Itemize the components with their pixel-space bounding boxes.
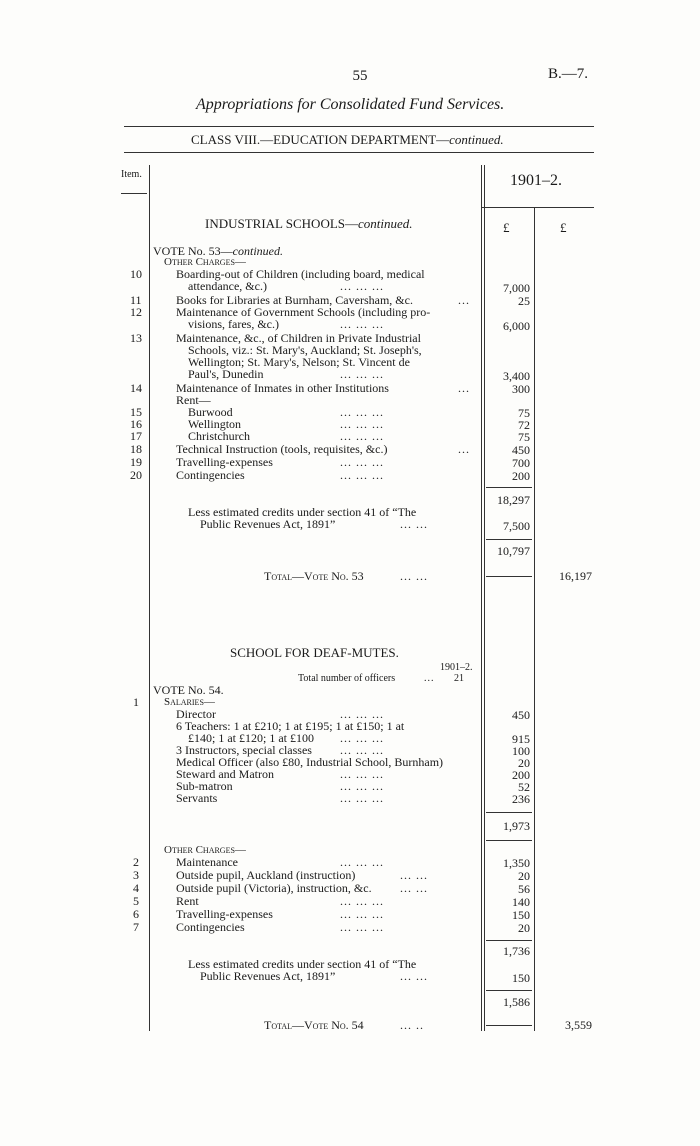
subheading: Salaries— [164,696,215,708]
amount: 56 [518,882,530,896]
item-number: 3 [133,868,139,882]
amount: 915 [512,732,530,746]
item-number: 13 [130,331,142,345]
item-number: 14 [130,381,142,395]
leader-dots: ... .. [400,1018,424,1032]
net-amount: 1,586 [503,995,530,1009]
leader-dots: ... ... ... [340,767,384,781]
subtotal: 1,973 [503,819,530,833]
amount: 140 [512,895,530,909]
subtotal: 1,736 [503,944,530,958]
item-number: 6 [133,907,139,921]
item-description: Sub-matron [176,779,233,793]
leader-dots: ... [458,442,470,456]
amount: 450 [512,443,530,457]
item-description: Medical Officer (also £80, Industrial School, Burnham) [176,755,444,769]
item-number: 17 [130,429,142,443]
vote-total-amount: 3,559 [565,1018,592,1032]
amount: 200 [512,469,530,483]
leader-dots: ... ... [400,517,428,531]
rule [486,940,532,941]
section-heading: SCHOOL FOR DEAF-MUTES. [230,645,399,660]
leader-dots: ... ... ... [340,417,384,431]
leader-dots: ... ... ... [340,779,384,793]
pound-sign: £ [503,220,510,235]
leader-dots: ... ... [400,569,428,583]
item-number: 18 [130,442,142,456]
leader-dots: ... ... ... [340,279,384,293]
item-description: Travelling-expenses [176,907,273,921]
amount: 20 [518,921,530,935]
leader-dots: ... ... ... [340,468,384,482]
leader-dots: ... ... ... [340,920,384,934]
amount: 75 [518,406,530,420]
amount: 25 [518,294,530,308]
vote-label: VOTE No. 53—continued. [153,244,283,258]
officers-label: Total number of officers [298,673,396,684]
total-column-divider [534,207,535,1031]
less-credits-text: Less estimated credits under section 41 of “The [188,957,417,971]
vote-total-amount: 16,197 [559,569,592,583]
item-description: Director [176,707,216,721]
amount: 300 [512,382,530,396]
class-title: CLASS VIII.—EDUCATION DEPARTMENT—continued. [191,132,504,147]
vote-label: VOTE No. 54. [153,683,224,697]
item-description: 6 Teachers: 1 at £210; 1 at £195; 1 at £150; 1 at [176,719,405,733]
item-description: Outside pupil, Auckland (instruction) [176,868,356,882]
item-number: 4 [133,881,139,895]
item-number: 5 [133,894,139,908]
leader-dots: ... ... ... [340,791,384,805]
amount-column-divider [484,165,485,1031]
vote-total-label: Total—Vote No. 53 [264,569,364,583]
rule [486,812,532,813]
less-credits-amount: 7,500 [503,519,530,533]
amount: 6,000 [503,319,530,333]
item-description: visions, fares, &c.) [188,317,279,331]
item-description: 3 Instructors, special classes [176,743,312,757]
rule [124,152,594,153]
rule [486,487,532,488]
rule [124,126,594,127]
item-description: Outside pupil (Victoria), instruction, &c. [176,881,372,895]
net-amount: 10,797 [497,544,530,558]
subtotal: 18,297 [497,493,530,507]
item-number: 15 [130,405,142,419]
vote-total-label: Total—Vote No. 54 [264,1018,364,1032]
item-description: Servants [176,791,218,805]
leader-dots: ... [424,673,435,684]
item-description: Schools, viz.: St. Mary's, Auckland; St. Joseph's, [188,343,422,357]
item-description: Maintenance of Inmates in other Institutions [176,381,389,395]
rule [486,990,532,991]
leader-dots: ... ... ... [340,429,384,443]
amount: 100 [512,744,530,758]
amount: 7,000 [503,281,530,295]
item-number: 7 [133,920,139,934]
item-number: 12 [130,305,142,319]
rent-label: Rent— [176,393,211,407]
item-description: Wellington [188,417,242,431]
item-number: 1 [133,695,139,709]
amount: 150 [512,908,530,922]
item-number: 16 [130,417,142,431]
item-description: Paul's, Dunedin [188,367,264,381]
less-credits-text: Public Revenues Act, 1891” [200,969,336,983]
leader-dots: ... [458,293,470,307]
rule [486,576,532,577]
year-heading: 1901–2. [510,172,562,189]
subheading: Other Charges— [164,844,246,856]
item-number: 20 [130,468,142,482]
item-description: Maintenance, &c., of Children in Private Industrial [176,331,421,345]
leader-dots: ... ... ... [340,367,384,381]
leader-dots: ... ... [400,881,428,895]
amount: 200 [512,768,530,782]
item-description: Burwood [188,405,233,419]
amount: 450 [512,708,530,722]
item-description: Contingencies [176,468,245,482]
leader-dots: ... ... ... [340,855,384,869]
leader-dots: ... ... [400,969,428,983]
rule [121,193,147,194]
item-description: Maintenance [176,855,238,869]
item-description: Books for Libraries at Burnham, Caversham, &c. [176,293,413,307]
rule [486,1025,532,1026]
officers-year: 1901–2. [440,662,473,673]
less-credits-text: Public Revenues Act, 1891” [200,517,336,531]
leader-dots: ... [458,381,470,395]
amount: 3,400 [503,369,530,383]
item-description: Rent [176,894,199,908]
amount-column-divider [481,165,482,1031]
item-description: Technical Instruction (tools, requisites, &c.) [176,442,388,456]
item-number: 11 [130,293,142,307]
item-number: 2 [133,855,139,869]
amount: 236 [512,792,530,806]
leader-dots: ... ... ... [340,894,384,908]
page-title: Appropriations for Consolidated Fund Services. [196,96,505,113]
officers-count: 21 [454,673,464,684]
leader-dots: ... ... [400,868,428,882]
leader-dots: ... ... ... [340,743,384,757]
leader-dots: ... ... ... [340,455,384,469]
item-column-label: Item. [121,169,142,180]
amount: 52 [518,780,530,794]
amount: 72 [518,418,530,432]
item-description: Christchurch [188,429,250,443]
document-reference: B.—7. [548,66,589,82]
item-description: Wellington; St. Mary's, Nelson; St. Vincent de [188,355,410,369]
amount: 20 [518,869,530,883]
leader-dots: ... ... ... [340,707,384,721]
item-number: 19 [130,455,142,469]
rule [486,840,532,841]
rule [482,207,594,208]
page-number: 55 [352,68,368,84]
amount: 1,350 [503,856,530,870]
subheading: Other Charges— [164,256,246,268]
less-credits-amount: 150 [512,971,530,985]
rule [486,539,532,540]
section-heading: INDUSTRIAL SCHOOLS—continued. [205,216,413,231]
item-description: £140; 1 at £120; 1 at £100 [188,731,314,745]
item-number: 10 [130,267,142,281]
item-column-divider [149,165,150,1031]
leader-dots: ... ... ... [340,405,384,419]
item-description: Contingencies [176,920,245,934]
amount: 20 [518,756,530,770]
less-credits-text: Less estimated credits under section 41 of “The [188,505,417,519]
pound-sign: £ [560,220,567,235]
leader-dots: ... ... ... [340,317,384,331]
item-description: Travelling-expenses [176,455,273,469]
item-description: attendance, &c.) [188,279,267,293]
amount: 75 [518,430,530,444]
item-description: Boarding-out of Children (including board, medical [176,267,425,281]
leader-dots: ... ... ... [340,731,384,745]
amount: 700 [512,456,530,470]
item-description: Maintenance of Government Schools (including pro- [176,305,431,319]
leader-dots: ... ... ... [340,907,384,921]
item-description: Steward and Matron [176,767,274,781]
